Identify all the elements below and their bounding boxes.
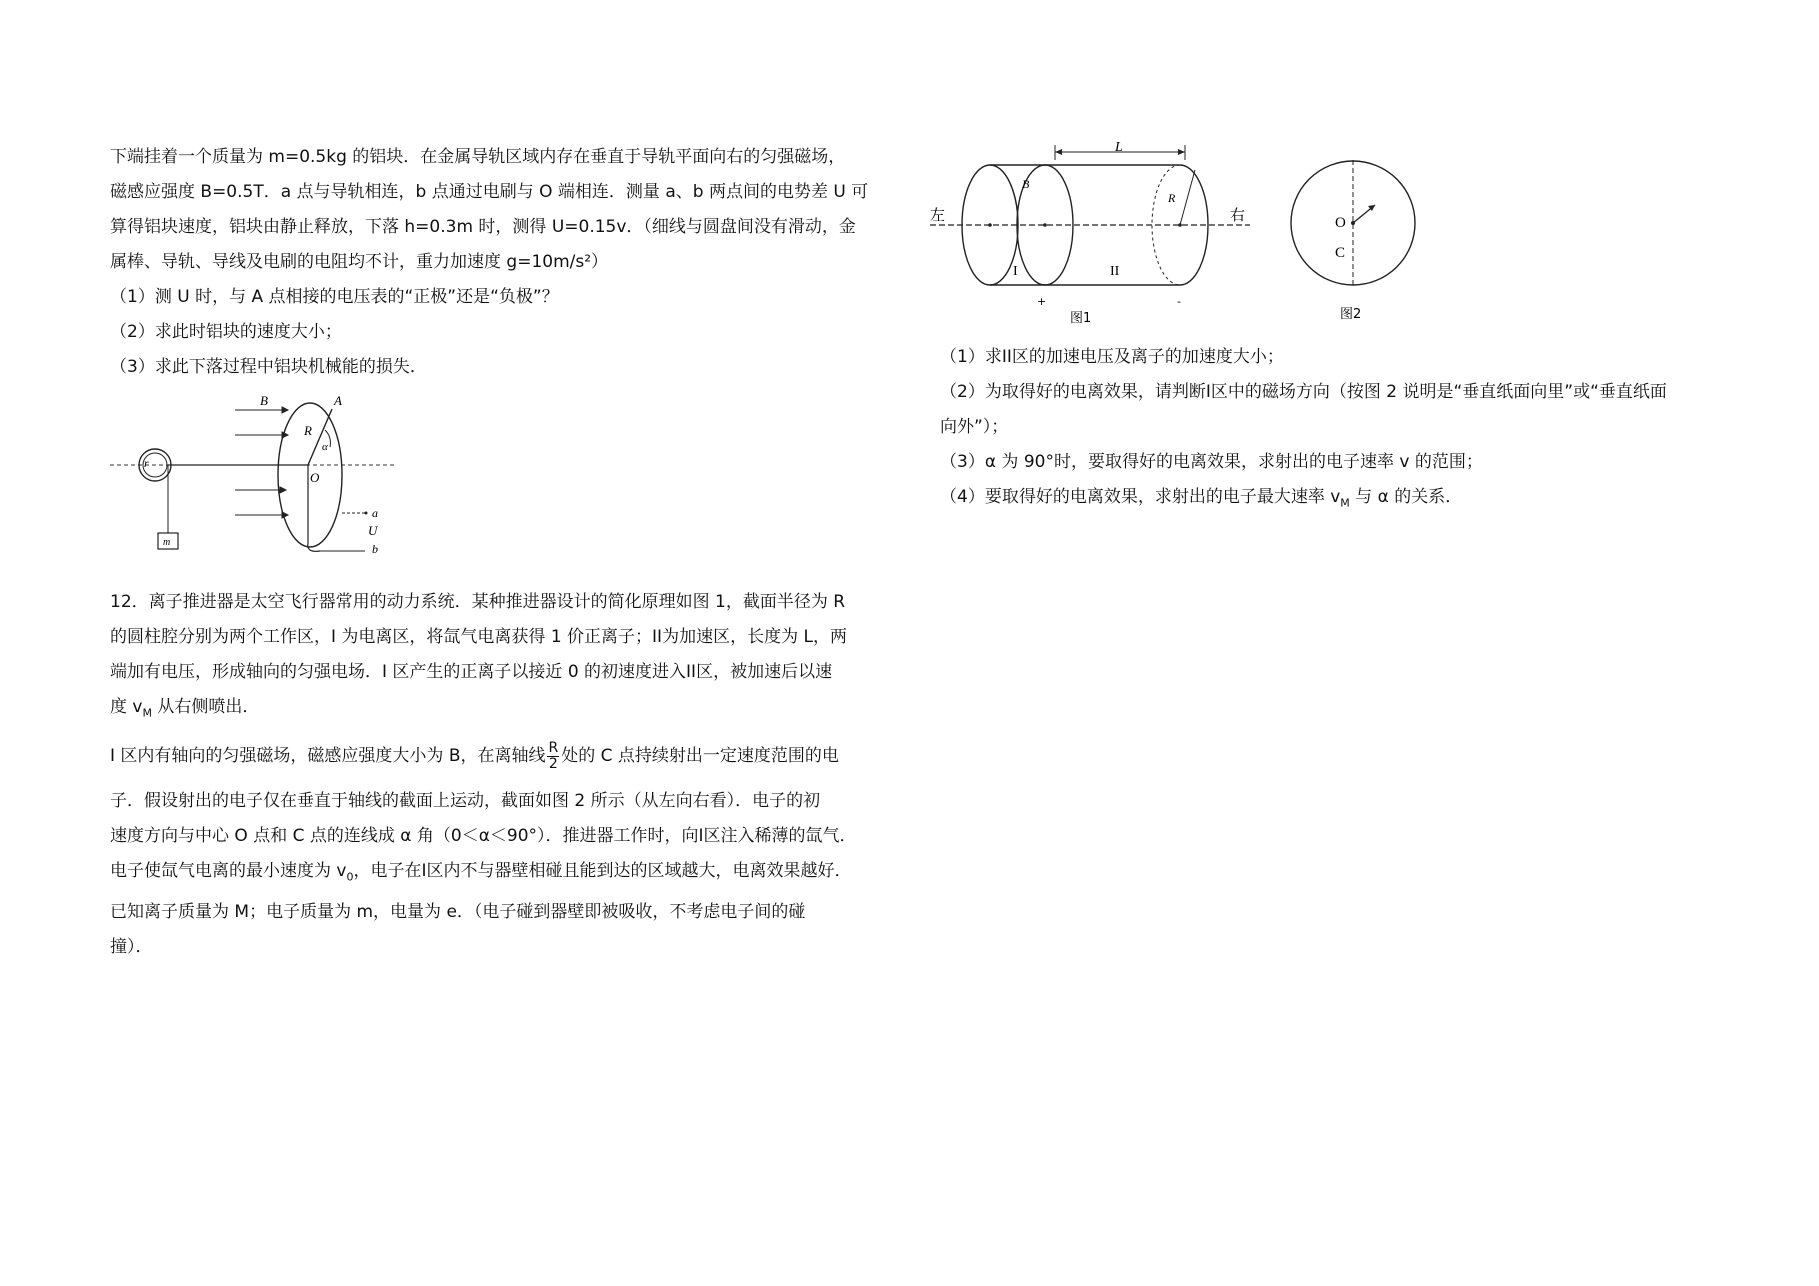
label-right: 右 (1230, 206, 1246, 224)
left-column (110, 140, 910, 385)
label-m: m (163, 537, 171, 548)
label-B: B (1022, 177, 1030, 191)
label-II: II (1110, 264, 1120, 279)
label-R: R (304, 423, 312, 438)
disk-figure (110, 385, 410, 560)
label-C: C (1335, 245, 1346, 261)
question-1: （1）测 U 时，与 A 点相接的电压表的“正极”还是“负极”？ (110, 287, 559, 307)
label-r: r (144, 456, 149, 470)
question-2: （2）求此时铝块的速度大小； (110, 322, 342, 342)
label-O: O (1335, 215, 1346, 231)
paragraph-line: 端加有电压，形成轴向的匀强电场．I 区产生的正离子以接近 0 的初速度进入II区，被加速后以速 (110, 662, 833, 682)
label-A: A (334, 393, 342, 408)
paragraph-line-with-fraction: I 区内有轴向的匀强磁场，磁感应强度大小为 B，在离轴线 $\frac{R}{2}$ 处的 C 点持续射出一定速度范围的电 (110, 739, 839, 772)
paragraph-line: 下端挂着一个质量为 m=0.5kg 的铝块．在金属导轨区域内存在垂直于导轨平面向右的匀强磁场， (110, 147, 846, 167)
label-L: L (1115, 140, 1123, 155)
label-U: U (368, 523, 378, 538)
paragraph-line: 属棒、导轨、导线及电刷的电阻均不计，重力加速度 g=10m/s²） (110, 252, 609, 272)
label-B: B (260, 393, 268, 408)
label-O: O (310, 470, 320, 485)
question-1: （1）求II区的加速电压及离子的加速度大小； (940, 347, 1284, 367)
paragraph-line: 已知离子质量为 M；电子质量为 m，电量为 e．（电子碰到器壁即被吸收，不考虑电子间的碰 (110, 901, 806, 922)
figure-2-cross-section (1285, 160, 1425, 330)
question-4: （4）要取得好的电离效果，求射出的电子最大速率 $v_M$ 与 α 的关系． (940, 487, 1463, 510)
paragraph-line: 速度方向与中心 O 点和 C 点的连线成 α 角（0＜α＜90°）．推进器工作时，向I区注入稀薄的氙气． (110, 826, 857, 847)
figure-2-caption: 图2 (1340, 307, 1362, 322)
question-3: （3）求此下落过程中铝块机械能的损失． (110, 357, 427, 377)
right-column (940, 340, 1740, 520)
paragraph-line: 电子使氙气电离的最小速度为 $v_0$，电子在I区内不与器壁相碰且能到达的区域越大，电离效果越好． (110, 861, 852, 884)
label-a: a (372, 506, 378, 520)
fraction-r-over-2: $\frac{R}{2}$ (548, 739, 559, 772)
paragraph-line: 磁感应强度 B=0.5T．a 点与导轨相连，b 点通过电刷与 O 端相连．测量 a、b 两点间的电势差 U 可 (110, 182, 869, 202)
problem-12 (110, 585, 910, 965)
paragraph-line: 子．假设射出的电子仅在垂直于轴线的截面上运动，截面如图 2 所示（从左向右看）．电子的初 (110, 791, 821, 812)
question-3: （3）α 为 90°时，要取得好的电离效果，求射出的电子速率 v 的范围； (940, 452, 1483, 472)
label-plus: + (1037, 295, 1047, 308)
figure-1-cylinder (930, 140, 1260, 330)
label-left: 左 (930, 206, 946, 224)
label-R: R (1168, 191, 1176, 205)
paragraph-line: 度 $v_M$ 从右侧喷出． (110, 697, 260, 720)
paragraph-line: 的圆柱腔分别为两个工作区，I 为电离区，将氙气电离获得 1 价正离子；II为加速区，长度为 L，两 (110, 627, 847, 647)
paragraph-line: 算得铝块速度，铝块由静止释放，下落 h=0.3m 时，测得 U=0.15v．（细线与圆盘间没有滑动，金 (110, 217, 856, 237)
label-b: b (372, 542, 378, 556)
paragraph-line: 12．离子推进器是太空飞行器常用的动力系统．某种推进器设计的简化原理如图 1，截面半径为 R (110, 592, 846, 612)
question-2: （2）为取得好的电离效果，请判断I区中的磁场方向（按图 2 说明是“垂直纸面向里”或“垂直纸面 (940, 382, 1667, 402)
label-I: I (1013, 264, 1018, 279)
label-alpha: α (322, 441, 328, 453)
question-2-cont: 向外”）； (940, 417, 1009, 437)
figure-1-caption: 图1 (1070, 311, 1092, 326)
paragraph-line: 撞）． (110, 936, 153, 957)
label-minus: - (1177, 295, 1181, 308)
